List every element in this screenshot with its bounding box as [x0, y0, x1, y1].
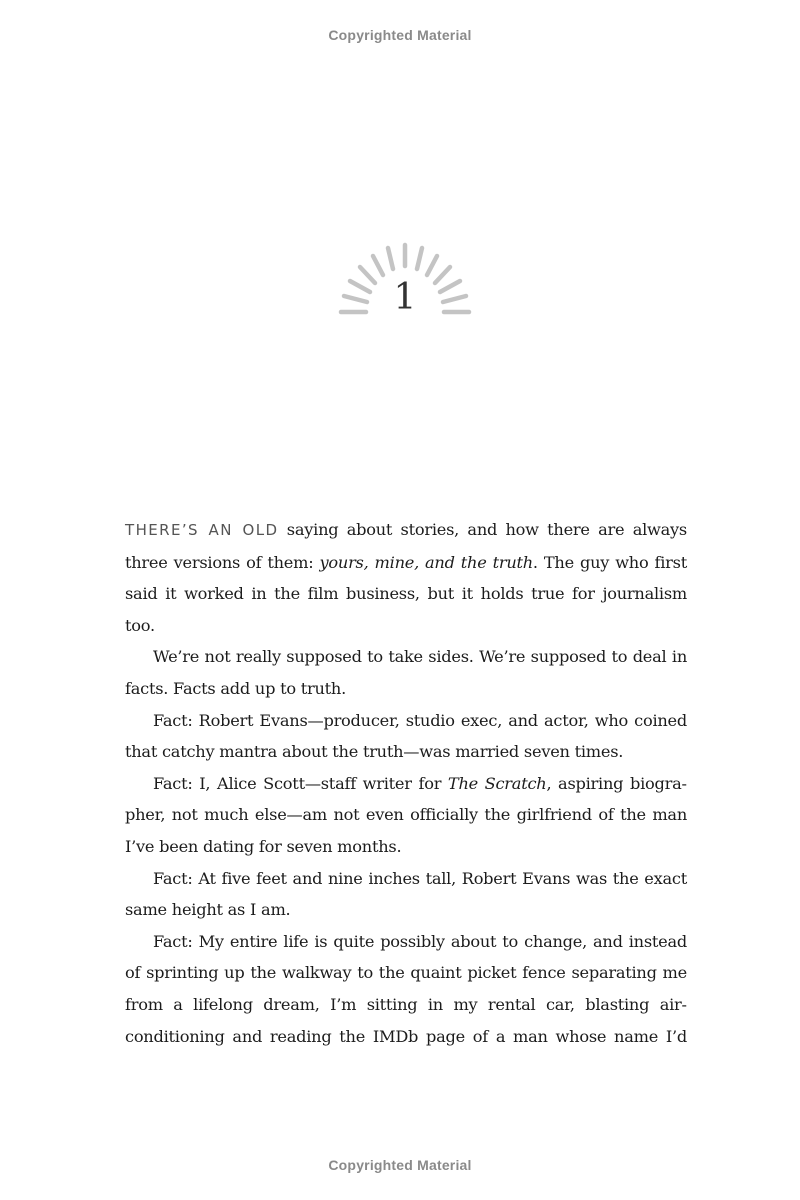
paragraph-opening [125, 514, 687, 641]
paragraph-text: . The guy who first said it worked in the film business, but it holds true for journalism too. [125, 552, 687, 635]
chapter-number: 1 [393, 277, 417, 318]
paragraph-text: , aspiring biographer, not much else—am not even officially the girlfriend of the man I’ve been dating for seven months. [125, 773, 687, 856]
paragraph [125, 926, 687, 1052]
italic-publication-title: The Scratch [447, 773, 547, 793]
paragraph-text: Fact: Robert Evans—producer, studio exec, and actor, who coined that catchy mantra about the truth—was married seven times. [125, 710, 687, 762]
paragraph [125, 768, 687, 863]
paragraph-text: Fact: My entire life is quite possibly about to change, and instead of sprinting up the walkway to the quaint picket fence separating me from a lifelong dream, I’m sitting in my rental car, blasting airconditioning and reading the IMDb page of a man whose name I’d [125, 931, 687, 1046]
paragraph-text: Fact: I, Alice Scott—staff writer for [153, 773, 448, 793]
opening-small-caps: THERE’S AN OLD [125, 521, 279, 539]
paragraph-text: saying about stories, and how there are always three versions of them: [125, 520, 687, 572]
paragraph-text: Fact: At five feet and nine inches tall, Robert Evans was the exact same height as I am. [125, 868, 687, 920]
italic-phrase: yours, mine, and the truth [319, 552, 533, 572]
paragraph [125, 863, 687, 926]
paragraph [125, 705, 687, 768]
copyright-watermark-top: Copyrighted Material [328, 27, 472, 43]
copyright-watermark-bottom: Copyrighted Material [328, 1157, 472, 1173]
paragraph [125, 641, 687, 704]
chapter-heading [330, 236, 480, 326]
paragraph-text: We’re not really supposed to take sides. We’re supposed to deal in facts. Facts add up to truth. [125, 647, 687, 698]
chapter-body [125, 514, 687, 1052]
